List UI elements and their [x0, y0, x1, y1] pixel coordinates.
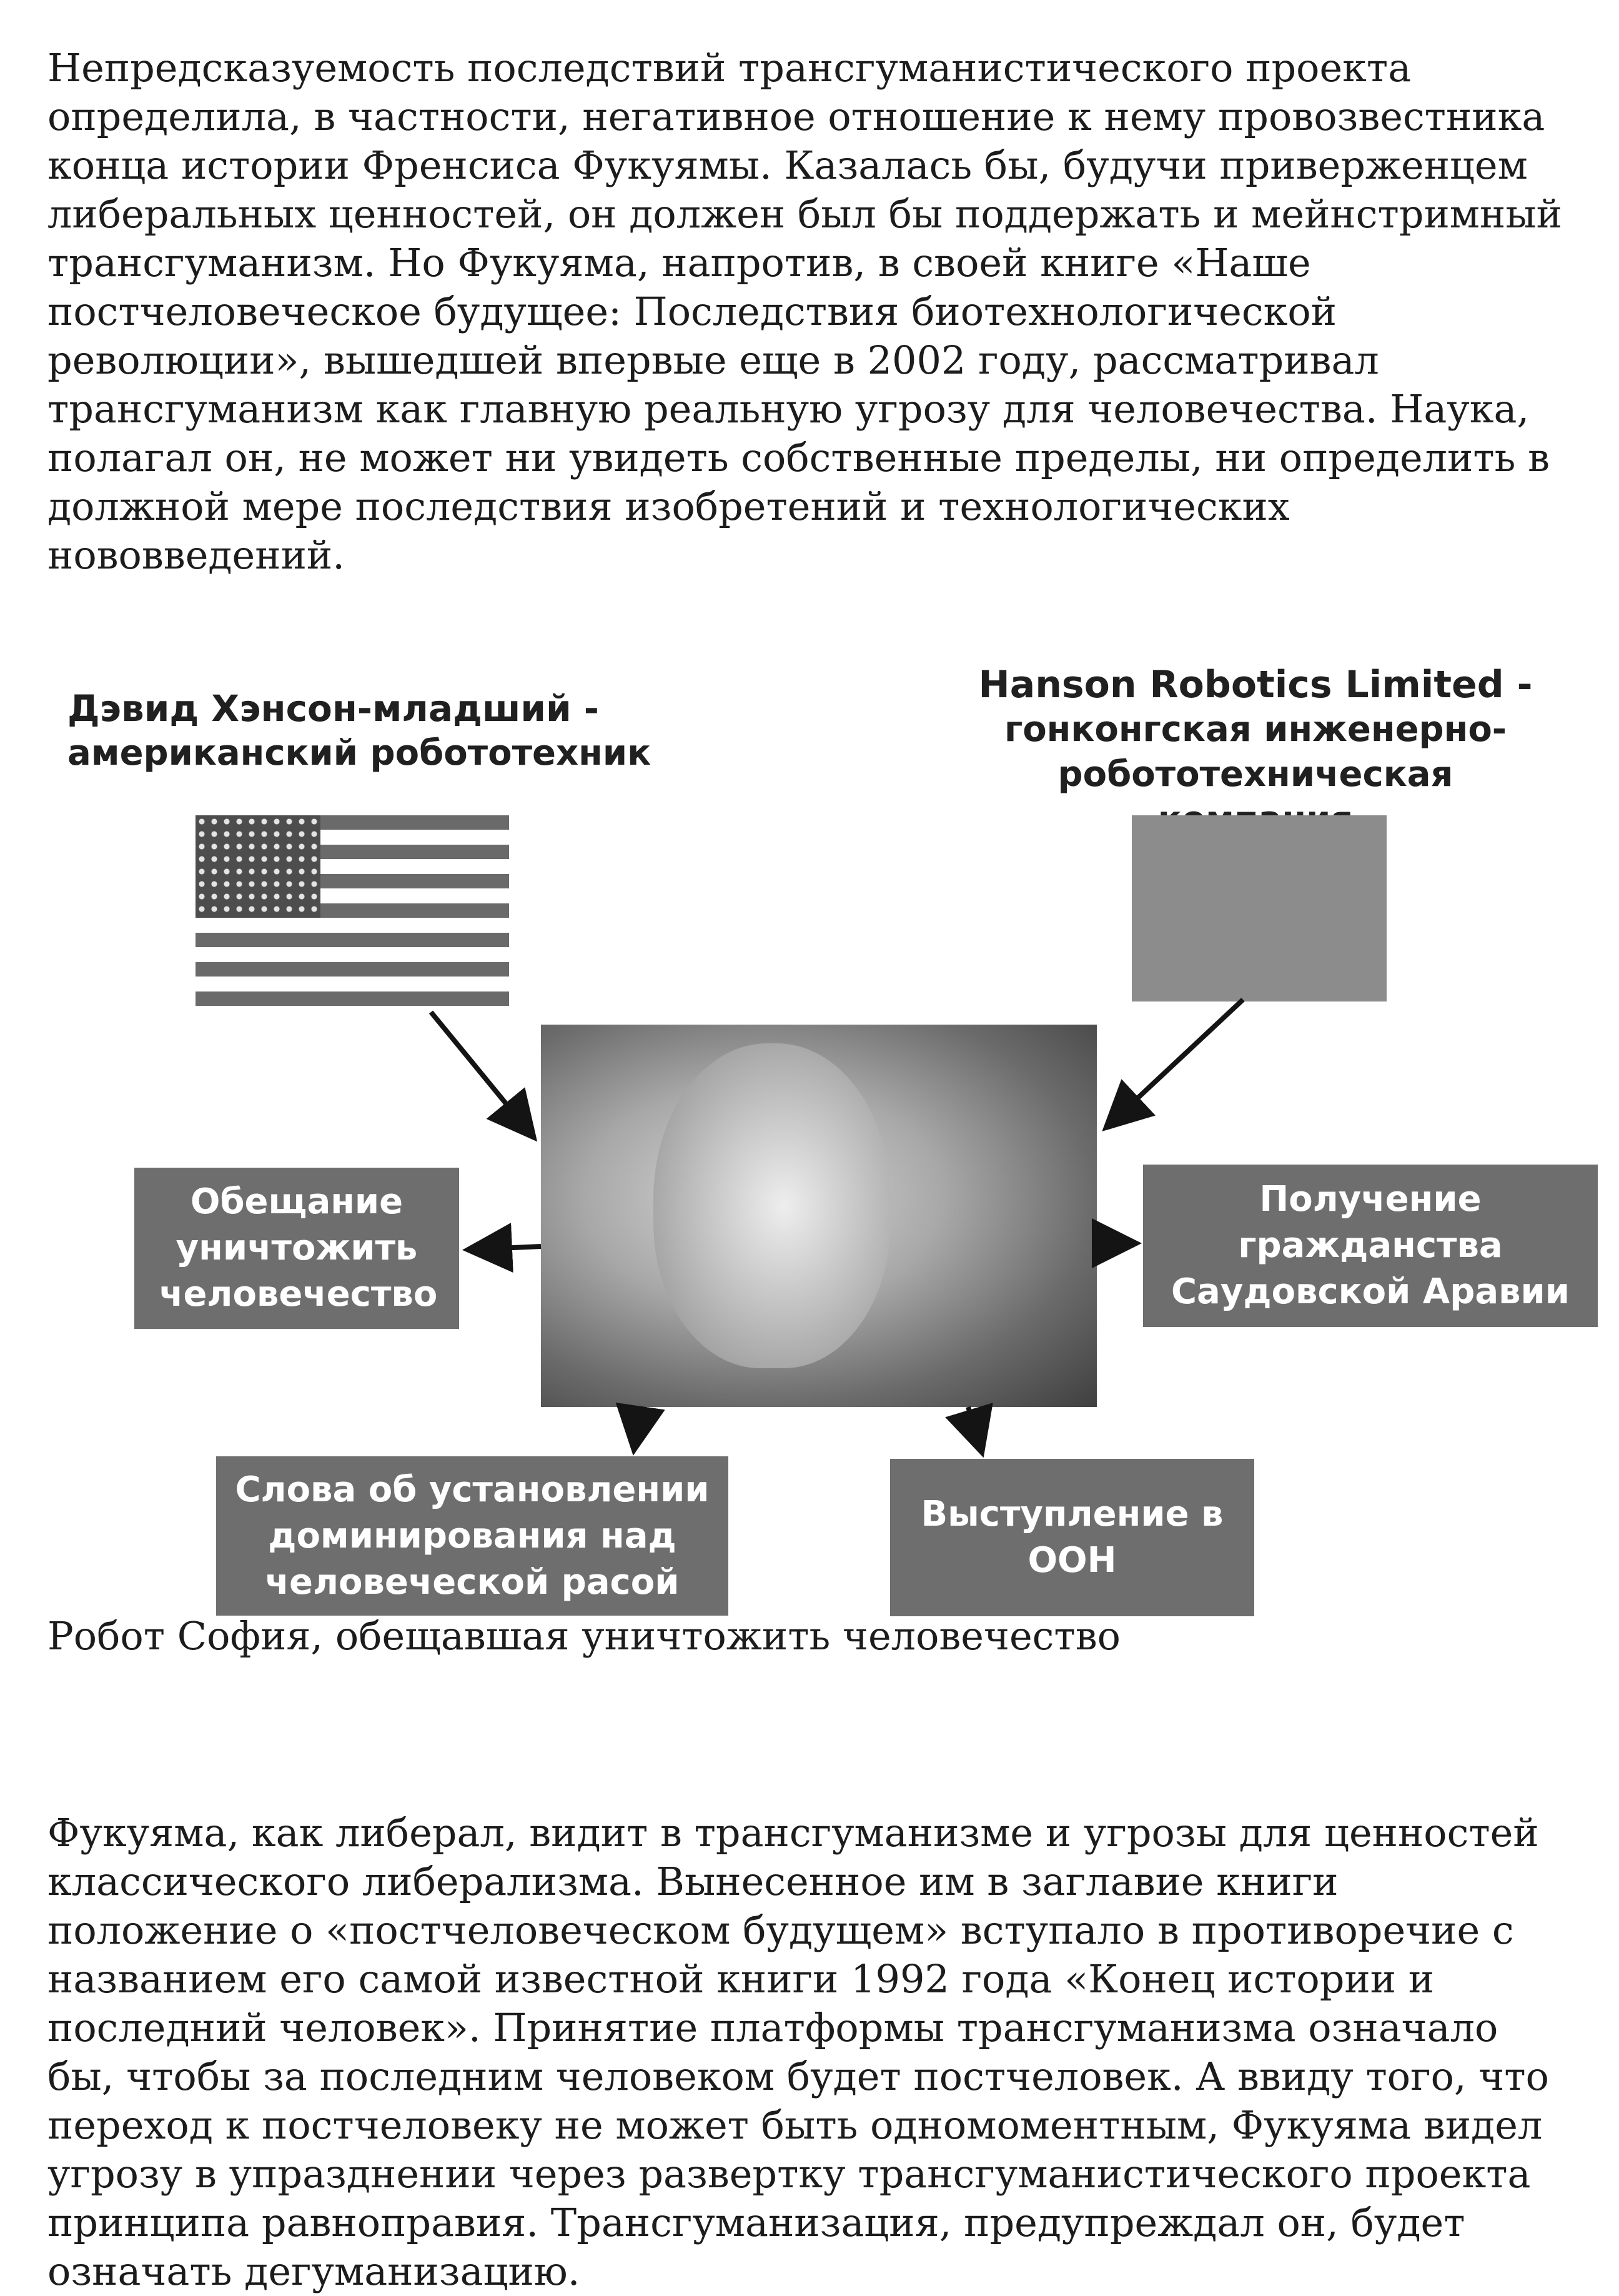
arrow-photo-to-words	[635, 1407, 640, 1446]
body-paragraph-2: Фукуяма, как либерал, видит в трансгуманизме и угрозы для ценностей классического либерализма. Вынесенное им в заглавие книги положение о «постчеловеческом будущем» вступало в противоречие с названием его самой известной книги 1992 года «Конец истории и последний человек». Принятие платформы трансгуманизма означало бы, чтобы за последним человеком будет постчеловек. А ввиду того, что переход к постчеловеку не может быть одномоментным, Фукуяма видел угрозу в упразднении через развертку трансгуманистического проекта принципа равноправия. Трансгуманизация, предупреждал он, будет означать дегуманизацию.	[47, 1810, 1549, 2294]
box-un-text: Выступление в ООН	[921, 1494, 1224, 1581]
arrow-us-to-photo	[431, 1012, 531, 1134]
left-heading-desc: американский робототехник	[67, 733, 651, 773]
diagram-arrows	[0, 650, 1619, 1612]
box-promise-text: Обещание уничтожить человечество	[159, 1181, 438, 1314]
body-paragraph-1: Непредсказуемость последствий трансгуманистического проекта определила, в частности, негативное отношение к нему провозвестника конца истории Френсиса Фукуямы. Казалась бы, будучи приверженцем либеральных ценностей, он должен был бы поддержать и мейнстримный трансгуманизм. Но Фукуяма, напротив, в своей книге «Наше постчеловеческое будущее: Последствия биотехнологической революции», вышедшей впервые еще в 2002 году, рассматривал трансгуманизм как главную реальную угрозу для человечества. Наука, полагал он, не может ни увидеть собственные пределы, ни определить в должной мере последствия изобретений и технологических нововведений.	[47, 45, 1562, 578]
left-heading-name: Дэвид Хэнсон-младший -	[67, 687, 599, 730]
arrow-photo-to-un	[968, 1407, 981, 1448]
arrow-photo-to-promise	[472, 1246, 541, 1250]
figure-caption: Робот София, обещавшая уничтожить человечество	[47, 1613, 1121, 1659]
figure-diagram	[0, 650, 1619, 1612]
arrow-china-to-photo	[1109, 1000, 1243, 1125]
box-citizenship-text: Получение гражданства Саудовской Аравии	[1171, 1179, 1570, 1312]
right-heading-desc-1: гонконгская инженерно-	[1004, 709, 1507, 750]
box-words-text: Слова об установлении доминирования над человеческой расой	[235, 1469, 710, 1603]
right-heading-name: Hanson Robotics Limited -	[978, 663, 1533, 707]
right-heading-desc-2: робототехническая	[1057, 754, 1453, 795]
